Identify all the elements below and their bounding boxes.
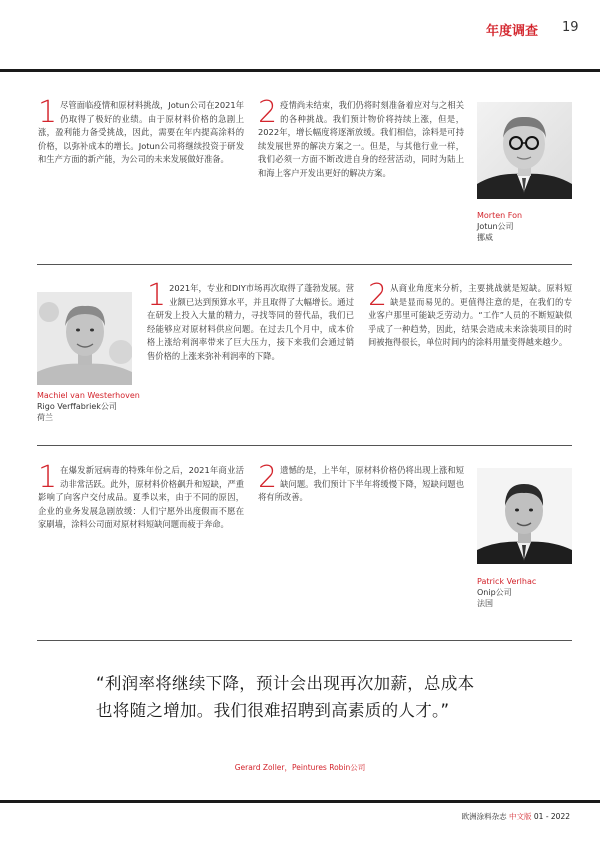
answer-number: 2 [368,278,388,313]
answer-number: 2 [258,95,278,130]
portrait-morten-fon [477,102,572,199]
respondent-country: 挪威 [477,233,493,242]
footer [462,811,570,822]
portrait-patrick-verlhac [477,468,572,564]
pull-quote-line: 也将随之增加。我们很难招聘到高素质的人才。” [96,701,450,720]
answer-number: 2 [258,460,278,495]
portrait-machiel-van-westerhoven [37,292,132,385]
respondent-company: Jotun公司 [477,222,514,231]
answer-1-fon [38,95,244,167]
footer-magazine: 欧洲涂料杂志 [461,812,507,821]
answer-text: 2021年，专业和DIY市场再次取得了蓬勃发展。营业额已达到预算水平，并且取得了大幅增长。通过在研发上投入大量的精力，寻找等同的替代品，我们已经能够应对原材料供应问题。在过去几个月中，成本价格上涨给利润率带来了巨大压力，接下来我们会通过销售价格的上涨来弥补利润率的下降。 [147,283,354,361]
pull-quote-line: “利润率将继续下降，预计会出现再次加薪，总成本 [96,674,475,693]
answer-1-westerhoven [147,278,354,363]
respondent-company: Rigo Verffabriek公司 [37,402,117,411]
answer-number: 1 [38,460,58,495]
respondent-company: Onip公司 [477,588,512,597]
respondent-country: 荷兰 [37,413,53,422]
footer-issue: 01 - 2022 [533,812,570,821]
respondent-name: Patrick Verlhac [477,577,537,586]
answer-text: 在爆发新冠病毒的特殊年份之后，2021年商业活动非常活跃。此外，原材料价格飙升和短缺，严重影响了向客户交付成品。夏季以来，由于不同的原因，企业的业务发展急剧放缓：人们宁愿外出度假而不愿在家刷墙，涂料公司面对原材料短缺问题而疲于奔命。 [38,465,244,529]
footer-edition: 中文版 [509,812,532,821]
bottom-rule [0,800,600,803]
respondent-name: Morten Fon [477,211,523,220]
answer-text: 疫情尚未结束，我们仍将时刻准备着应对与之相关的各种挑战。我们预计物价将持续上涨，但是，2022年，增长幅度将逐渐放缓。我们相信，涂料是可持续发展世界的解决方案之一。但是，与其他行业一样，我们必须一方面不断改进自身的经营活动，同时为陆上和海上客户开发出更好的解决方案。 [258,100,464,178]
respondent-name: Machiel van Westerhoven [37,391,140,400]
answer-number: 1 [147,278,167,313]
respondent-info-westerhoven [37,390,157,423]
respondent-country: 法国 [477,599,493,608]
pull-quote-source: Gerard Zoller，Peintures Robin公司 [234,763,366,772]
page-number: 19 [562,20,579,35]
answer-number: 1 [38,95,58,130]
answer-2-fon [258,95,464,180]
answer-text: 尽管面临疫情和原材料挑战，Jotun公司在2021年仍取得了极好的业绩。由于原材料价格的急剧上涨，盈利能力备受挑战，因此，需要在年内提高涂料的价格，以弥补成本的增长。Jotun公司将继续投资于研发和生产方面的新产能，为公司的未来发展做好准备。 [38,100,244,164]
section-divider [37,445,572,446]
respondent-info-verlhac [477,576,577,609]
respondent-info-fon [477,210,577,243]
answer-2-verlhac [258,460,464,505]
top-rule [0,69,600,72]
pull-quote [96,670,536,724]
answer-text: 遗憾的是，上半年，原材料价格仍将出现上涨和短缺问题。我们预计下半年将缓慢下降，短缺问题也将有所改善。 [258,465,464,502]
section-divider [37,640,572,641]
section-title: 年度调查 [486,24,539,39]
section-divider [37,264,572,265]
answer-2-westerhoven [368,278,572,350]
answer-1-verlhac [38,460,244,532]
answer-text: 从商业角度来分析，主要挑战就是短缺。原料短缺是显而易见的。更值得注意的是，在我们的专业客户那里可能缺乏劳动力。“工作”人员的不断短缺似乎成了一种趋势，因此，结果会造成未来涂装项目的时间被拖得很长，单位时间内的涂料用量变得越来越少。 [368,283,572,347]
